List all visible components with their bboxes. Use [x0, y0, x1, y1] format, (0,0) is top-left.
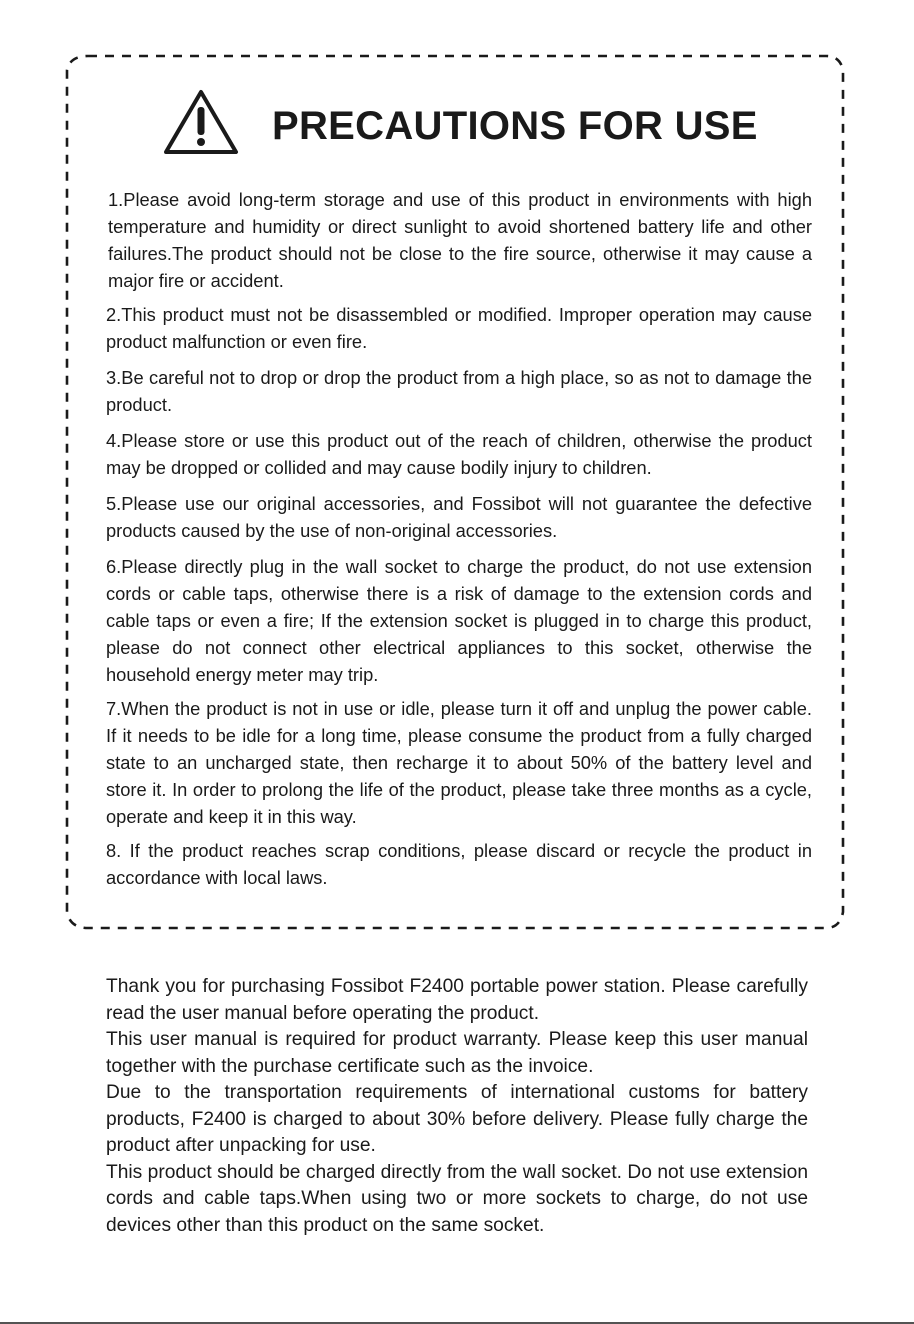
- precaution-item-5: 5.Please use our original accessories, and Fossibot will not guarantee the defective products caused by the use of non-original accessories.: [106, 493, 812, 541]
- precaution-item-7: 7.When the product is not in use or idle, please turn it off and unplug the power cable. If it needs to be idle for a long time, please consume the product from a fully charged state to an uncharged state, then recharge it to about 50% of the battery level and store it. In order to prolong the life of the product, please take three months as a cycle, operate and keep it in this way.: [106, 698, 812, 827]
- precaution-item-1: 1.Please avoid long-term storage and use of this product in environments with high temperature and humidity or direct sunlight to avoid shortened battery life and other failures.The product should not be close to the fire source, otherwise it may cause a major fire or accident.: [108, 189, 812, 291]
- precautions-list: [106, 186, 812, 900]
- precaution-item-6: 6.Please directly plug in the wall socket to charge the product, do not use extension cords or cable taps, otherwise there is a risk of damage to the extension cords and cable taps or even a fire; If the extension socket is plugged in to charge this product, please do not connect other electrical appliances to this socket, otherwise the household energy meter may trip.: [106, 556, 812, 685]
- intro-paragraph-warranty: This user manual is required for product warranty. Please keep this user manual together with the purchase certificate such as the invoice.: [106, 1029, 808, 1077]
- precaution-item-4: 4.Please store or use this product out of the reach of children, otherwise the product may be dropped or collided and may cause bodily injury to children.: [106, 430, 812, 478]
- intro-paragraph-wall-socket: This product should be charged directly from the wall socket. Do not use extension cords and cable taps.When using two or more sockets to charge, do not use devices other than this product on the same socket.: [106, 1161, 808, 1236]
- page-title: PRECAUTIONS FOR USE: [272, 104, 758, 148]
- precaution-item-3: 3.Be careful not to drop or drop the product from a high place, so as not to damage the product.: [106, 367, 812, 415]
- intro-paragraph-thanks: Thank you for purchasing Fossibot F2400 portable power station. Please carefully read the user manual before operating the product.: [106, 976, 808, 1024]
- intro-section: [106, 974, 808, 1239]
- precaution-item-2: 2.This product must not be disassembled or modified. Improper operation may cause product malfunction or even fire.: [106, 304, 812, 352]
- warning-triangle-icon: [163, 88, 239, 156]
- intro-paragraph-charge-level: Due to the transportation requirements of international customs for battery products, F2400 is charged to about 30% before delivery. Please fully charge the product after unpacking for use.: [106, 1082, 808, 1156]
- precaution-item-8: 8. If the product reaches scrap conditions, please discard or recycle the product in accordance with local laws.: [106, 840, 812, 888]
